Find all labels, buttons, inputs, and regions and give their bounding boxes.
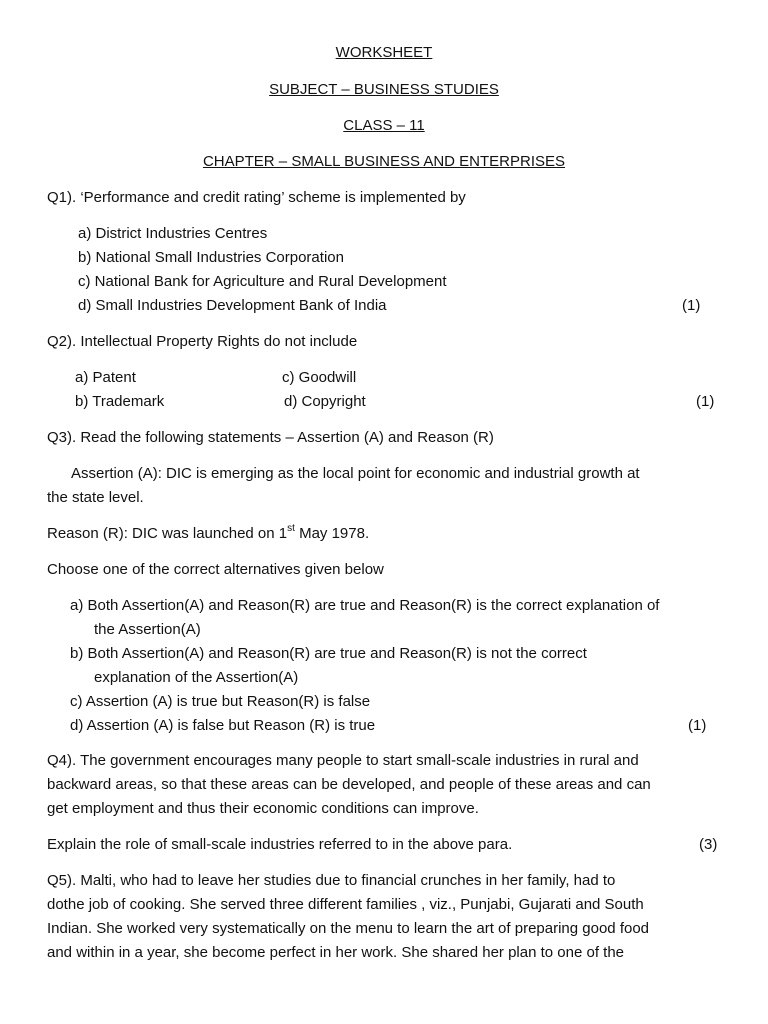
q2-option-a: a) Patent: [75, 369, 136, 386]
q3-question: Q3). Read the following statements – Assertion (A) and Reason (R): [47, 429, 494, 446]
q3-choose: Choose one of the correct alternatives given below: [47, 561, 384, 578]
q3-marks: (1): [688, 717, 707, 734]
q5-line1: Q5). Malti, who had to leave her studies due to financial crunches in her family, had to: [47, 872, 616, 889]
q2-option-b: b) Trademark: [75, 393, 165, 410]
q5-line3: Indian. She worked very systematically on the menu to learn the art of preparing good food: [47, 920, 650, 937]
q3-option-b-cont: explanation of the Assertion(A): [94, 669, 299, 686]
q3-option-d: d) Assertion (A) is false but Reason (R) is true: [70, 717, 376, 734]
class-heading: CLASS – 11: [343, 117, 425, 134]
q2-option-c: c) Goodwill: [282, 369, 357, 386]
q1-option-c: c) National Bank for Agriculture and Rural Development: [78, 273, 447, 290]
q4-line3: get employment and thus their economic conditions can improve.: [47, 800, 479, 817]
q3-option-a-cont: the Assertion(A): [94, 621, 201, 638]
q5-line2: dothe job of cooking. She served three different families , viz., Punjabi, Gujarati and South: [47, 896, 644, 913]
q3-option-c: c) Assertion (A) is true but Reason(R) is false: [70, 693, 371, 710]
q2-option-d: d) Copyright: [284, 393, 366, 410]
subject-heading: SUBJECT – BUSINESS STUDIES: [269, 81, 499, 98]
q3-option-a: a) Both Assertion(A) and Reason(R) are true and Reason(R) is the correct explanation of: [70, 597, 660, 614]
q3-assertion-line1: Assertion (A): DIC is emerging as the local point for economic and industrial growth at: [71, 465, 640, 482]
q1-option-a: a) District Industries Centres: [78, 225, 268, 242]
q1-option-b: b) National Small Industries Corporation: [78, 249, 344, 266]
q4-explain: Explain the role of small-scale industries referred to in the above para.: [47, 836, 513, 853]
q2-question: Q2). Intellectual Property Rights do not include: [47, 333, 358, 350]
q4-line1: Q4). The government encourages many people to start small-scale industries in rural and: [47, 752, 639, 769]
q4-line2: backward areas, so that these areas can be developed, and people of these areas and can: [47, 776, 651, 793]
q1-question: Q1). ‘Performance and credit rating’ scheme is implemented by: [47, 189, 466, 206]
chapter-heading: CHAPTER – SMALL BUSINESS AND ENTERPRISES: [202, 153, 566, 170]
worksheet-title: WORKSHEET: [335, 44, 433, 61]
q2-marks: (1): [696, 393, 715, 410]
q3-reason: Reason (R): DIC was launched on 1st May 1978.: [47, 523, 370, 542]
q1-marks: (1): [682, 297, 701, 314]
q5-line4: and within in a year, she become perfect in her work. She shared her plan to one of the: [47, 944, 625, 961]
q4-marks: (3): [699, 836, 718, 853]
q3-assertion-line2: the state level.: [47, 489, 144, 506]
q1-option-d: d) Small Industries Development Bank of India: [78, 297, 387, 314]
q3-option-b: b) Both Assertion(A) and Reason(R) are true and Reason(R) is not the correct: [70, 645, 587, 662]
